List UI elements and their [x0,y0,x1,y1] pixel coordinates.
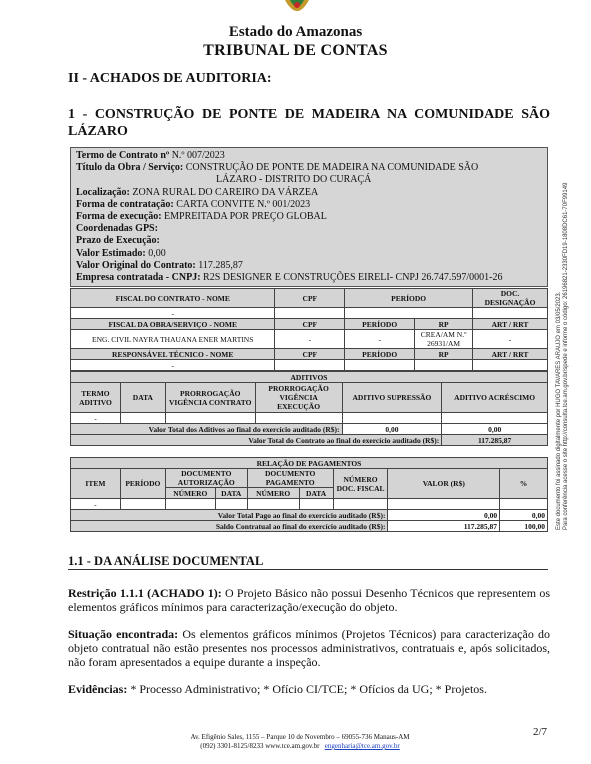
court-header: TRIBUNAL DE CONTAS [203,42,388,59]
evidence-paragraph: Evidências: * Processo Administrativo; * Ofício CI/TCE; * Ofícios da UG; * Projetos. [68,682,487,696]
restriction-paragraph: Restrição 1.1.1 (ACHADO 1): O Projeto Básico não possui Desenho Técnicos que representem os elementos gráficos mínimos para caracterização/execução do objeto. [68,586,550,614]
coat-of-arms-emblem [282,0,312,18]
state-header: Estado do Amazonas [228,24,363,40]
pagamentos-table: RELAÇÃO DE PAGAMENTOS ITEM PERÍODO DOCUMENTO AUTORIZAÇÃO DOCUMENTO PAGAMENTO NÚMERO DOC. FISCAL VALOR (R$) % NÚMERO DATA NÚMERO DATA - Valor Total Pago ao final do exercício auditado (R$): 0,00 0,00 Saldo Contratual ao final do exercício auditado (R$): 117.285,87 100,00 [70,457,548,532]
digital-signature-note: Este documento foi assinado digitalmente por HUGO TAVARES ARAUJO em 03/05/2023. Para conferência acesse o site http://consulta.tce.am.gov.br/spede e informe o código: 26196821-2330FD19-1808DC61-70F99149 [556,182,569,530]
page-footer: Av. Efigênio Sales, 1155 – Parque 10 de Novembro – 69055-736 Manaus-AM (092) 3301-8125/8233 www.tce.am.gov.br engenharia@tce.am.gov.br [190,733,410,750]
analysis-title: 1.1 - DA ANÁLISE DOCUMENTAL [68,554,264,568]
divider [68,569,548,570]
contract-info-box: Termo de Contrato nº N.º 007/2023 Título da Obra / Serviço: CONSTRUÇÃO DE PONTE DE MADEIRA NA COMUNIDADE SÃO LÁZARO - DISTRITO DO CURAÇÁ Localização: ZONA RURAL DO CAREIRO DA VÁRZEA Forma de contratação: CARTA CONVITE N.º 001/2023 Forma de execução: EMPREITADA POR PREÇO GLOBAL Coordenadas GPS: Prazo de Execução: Valor Estimado: 0,00 Valor Original do Contrato: 117.285,87 Empresa contratada - CNPJ: R2S DESIGNER E CONSTRUÇÕES EIRELI- CNPJ 26.747.597/0001-26 [70,147,548,287]
section-title: II - ACHADOS DE AUDITORIA: [68,71,272,86]
situation-paragraph: Situação encontrada: Os elementos gráficos mínimos (Projetos Técnicos) para caracterização do objeto contratual não estão presentes nos processos administrativos, contratuais e, após solicitados, não foram apresentados a equipe durante a inspeção. [68,627,551,669]
page-number: 2/7 [533,726,548,738]
subsection-title: 1 - CONSTRUÇÃO DE PONTE DE MADEIRA NA COMUNIDADE SÃO LÁZARO [68,107,550,139]
aditivos-table: ADITIVOS TERMO ADITIVO DATA PRORROGAÇÃO VIGÊNCIA CONTRATO PRORROGAÇÃO VIGÊNCIA EXECUÇÃO ADITIVO SUPRESSÃO ADITIVO ACRÉSCIMO - Valor Total dos Aditivos ao final do exercício auditado (R$): 0,00 0,00 Valor Total do Contrato ao final do exercício auditado (R$): 117.285,87 [70,371,548,446]
fiscal-table: FISCAL DO CONTRATO - NOME CPF PERÍODO DOC. DESIGNAÇÃO - FISCAL DA OBRA/SERVIÇO - NOME CPF PERÍODO RP ART / RRT ENG. CIVIL NAYRA THAUANA ENER MARTINS - - CREA/AM N.º 26931/AM - RESPONSÁVEL TÉCNICO - NOME CPF PERÍODO RP ART / RRT - [70,288,548,371]
email-link[interactable]: engenharia@tce.am.gov.br [324,742,400,750]
